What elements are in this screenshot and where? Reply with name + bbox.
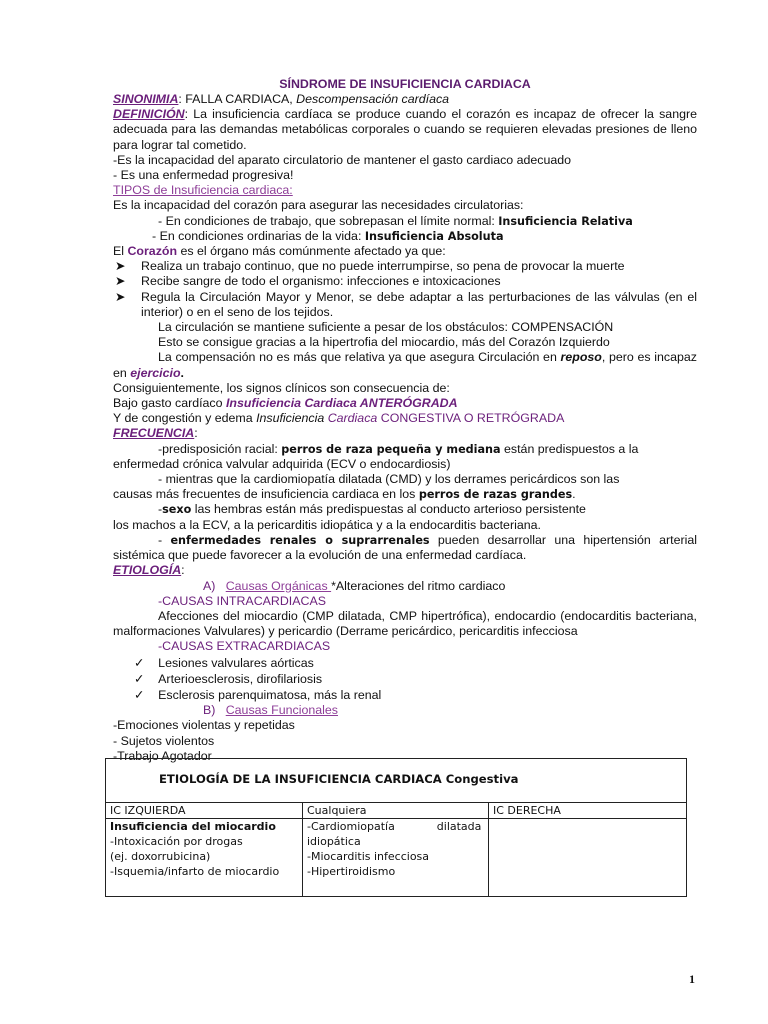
funcional-item: -Trabajo Agotador	[113, 748, 212, 763]
arrow-bullet-icon: ➤	[115, 259, 126, 274]
sinonimia-label: SINONIMIA	[113, 92, 179, 106]
frecuencia-2: - mientras que la cardiomiopatía dilatada (CMD) y los derrames pericárdicos son las	[158, 472, 620, 487]
check-item: ✓ Lesiones valvulares aórticas	[134, 654, 314, 670]
table-header-ic-izquierda: IC IZQUIERDA	[110, 804, 186, 817]
frecuencia-4: - enfermedades renales o suprarrenales pueden desarrollar una hipertensión arterial sistémica que puede favorecer a la evolución de una enfermedad cardíaca.	[113, 532, 697, 563]
table-cell-ic-izquierda: Insuficiencia del miocardio -Intoxicación por drogas (ej. doxorrubicina) -Isquemia/infarto de miocardio	[110, 820, 280, 878]
extracardiacas-heading: -CAUSAS EXTRACARDIACAS	[158, 639, 331, 654]
intracardiacas-heading: -CAUSAS INTRACARDIACAS	[158, 593, 326, 608]
table-header-ic-derecha: IC DERECHA	[493, 804, 561, 817]
corazon-line: El Corazón es el órgano más comúnmente afectado ya que:	[113, 244, 446, 259]
intracardiacas-text: Afecciones del miocardio (CMP dilatada, CMP hipertrófica), endocardio (endocarditis bacteriana, malformaciones Valvulares) y pericardio (Derrame pericárdico, pericarditis infecciosa	[113, 608, 697, 639]
table-divider	[302, 802, 303, 897]
page-number: 1	[689, 972, 695, 986]
table-header-cualquiera: Cualquiera	[307, 804, 367, 817]
table-title: ETIOLOGÍA DE LA INSUFICIENCIA CARDIACA Congestiva	[159, 772, 519, 786]
progresiva-line: - Es una enfermedad progresiva!	[113, 168, 294, 183]
etiologia-label: ETIOLOGÍA	[113, 563, 182, 578]
definicion-paragraph: DEFINICIÓN: La insuficiencia cardíaca se produce cuando el corazón es incapaz de ofrecer la sangre adecuada para las demandas metabólicas corporales o cuando se requieren elevadas presiones de lleno para lograr tal cometido.	[113, 107, 697, 152]
sinonimia-line: SINONIMIA: FALLA CARDIACA, Descompensación cardíaca	[113, 92, 450, 106]
bullet-item: ➤ Recibe sangre de todo el organismo: infecciones e intoxicaciones	[115, 274, 501, 289]
checkmark-icon: ✓	[134, 686, 145, 702]
tipo-absoluta: - En condiciones ordinarias de la vida: Insuficiencia Absoluta	[152, 228, 504, 243]
checkmark-icon: ✓	[134, 654, 145, 670]
tipo-relativa: - En condiciones de trabajo, que sobrepasan el límite normal: Insuficiencia Relativa	[158, 213, 633, 228]
page-title: SÍNDROME DE INSUFICIENCIA CARDIACA	[279, 77, 531, 91]
bullet-item: ➤ Realiza un trabajo continuo, que no puede interrumpirse, so pena de provocar la muerte	[115, 259, 625, 274]
compensacion-1: La circulación se mantiene suficiente a pesar de los obstáculos: COMPENSACIÓN	[158, 320, 614, 335]
consiguiente-line: Consiguientemente, los signos clínicos son consecuencia de:	[113, 380, 450, 395]
table-divider	[105, 802, 687, 803]
tipos-intro: Es la incapacidad del corazón para asegurar las necesidades circulatorias:	[113, 198, 524, 213]
funcional-item: - Sujetos violentos	[113, 733, 215, 748]
causas-organicas-line: A) Causas Orgánicas *Alteraciones del ritmo cardiaco	[203, 578, 506, 593]
document-body: SÍNDROME DE INSUFICIENCIA CARDIACA SINONIMIA: FALLA CARDIACA, Descompensación cardíaca DEFINICIÓN: La insuficiencia cardíaca se produce cuando el corazón es incapaz de ofrecer la sangre adecuada para las demandas metabólicas corporales o cuando se requieren elevadas presiones de lleno para lograr tal cometido. -Es la incapacidad del aparato circulatorio de mantener el gasto cardiaco adecuado - Es una enfermedad progresiva! TIPOS de Insuficiencia cardiaca: Es la incapacidad del corazón para asegurar las necesidades circulatorias: - En condiciones de trabajo, que sobrepasan el límite normal: Insuficiencia Relativa - En condiciones ordinarias de la vida: Insuficiencia Absoluta El Corazón es el órgano más comúnmente afectado ya que: ➤ Realiza un trabajo continuo, que no puede interrumpirse, so pena de provocar la muerte ➤ Recibe sangre de todo el organismo: infecciones e intoxicaciones ➤ Regula la Circulación Mayor y Menor, se debe adaptar a las perturbaciones de las válvulas (en el interior) o en el seno de los tejidos. La circulación se mantiene suficiente a pesar de los obstáculos: COMPENSACIÓN Esto se consigue gracias a la hipertrofia del miocardio, más del Corazón Izquierdo La compensación no es más que relativa ya que asegura Circulación en reposo, pero es incapaz en ejercicio. Consiguientemente, los signos clínicos son consecuencia de: Bajo gasto cardíaco Insuficiencia Cardiaca ANTERÓGRADA Y de congestión y edema Insuficiencia Cardiaca CONGESTIVA O RETRÓGRADA FRECUENCIA: -predisposición racial: perros de raza pequeña y mediana están predispuestos a la enfermedad crónica valvular adquirida (ECV o endocardiosis) - mientras que la cardiomiopatía dilatada (CMD) y los derrames pericárdicos son las causas más frecuentes de insuficiencia cardiaca en los perros de razas grandes. -sexo las hembras están más predispuestas al conducto arterioso persistente los machos a la ECV, a la pericarditis idiopática y a la endocarditis bacteriana. - enfermedades renales o suprarrenales pueden desarrollar una hipertensión arterial sistémica que puede favorecer a la evolución de una enfermedad cardíaca. ETIOLOGÍA: A) Causas Orgánicas *Alteraciones del ritmo cardiaco -CAUSAS INTRACARDIACAS Afecciones del miocardio (CMP dilatada, CMP hipertrófica), endocardio (endocarditis bacteriana, malformaciones Valvulares) y pericardio (Derrame pericárdico, pericarditis infecciosa -CAUSAS EXTRACARDIACAS ✓ Lesiones valvulares aórticas ✓ Arterioesclerosis, dirofilariosis ✓ Esclerosis parenquimatosa, más la renal B) Causas Funcionales -Emociones violentas y repetidas - Sujetos violentos -Trabajo Agotador	[113, 77, 697, 763]
causas-funcionales-line: B) Causas Funcionales	[203, 703, 338, 718]
check-item: ✓ Esclerosis parenquimatosa, más la renal	[134, 686, 382, 702]
frecuencia-2b: causas más frecuentes de insuficiencia cardiaca en los perros de razas grandes.	[113, 487, 576, 502]
bajo-gasto-line: Bajo gasto cardíaco Insuficiencia Cardiaca ANTERÓGRADA	[113, 396, 458, 411]
frecuencia-3b: los machos a la ECV, a la pericarditis idiopática y a la endocarditis bacteriana.	[113, 517, 541, 532]
tipos-link[interactable]: TIPOS de Insuficiencia cardiaca:	[113, 183, 293, 198]
arrow-bullet-icon: ➤	[115, 274, 126, 289]
definicion-label: DEFINICIÓN	[113, 107, 185, 122]
checkmark-icon: ✓	[134, 670, 145, 686]
compensacion-2: Esto se consigue gracias a la hipertrofia del miocardio, más del Corazón Izquierdo	[158, 335, 610, 350]
frecuencia-3: -sexo las hembras están más predispuestas al conducto arterioso persistente	[158, 502, 586, 517]
table-divider	[488, 802, 489, 897]
frecuencia-1: -predisposición racial: perros de raza pequeña y mediana están predispuestos a la	[158, 441, 639, 456]
gasto-line: -Es la incapacidad del aparato circulatorio de mantener el gasto cardiaco adecuado	[113, 152, 572, 167]
congestion-line: Y de congestión y edema Insuficiencia Cardiaca CONGESTIVA O RETRÓGRADA	[113, 411, 565, 426]
check-item: ✓ Arterioesclerosis, dirofilariosis	[134, 670, 323, 686]
compensacion-3: La compensación no es más que relativa ya que asegura Circulación en reposo, pero es incapaz en ejercicio.	[113, 350, 697, 380]
table-cell-cualquiera: -Cardiomiopatía dilatada idiopática -Miocarditis infecciosa -Hipertiroidismo	[307, 820, 482, 878]
arrow-bullet-icon: ➤	[115, 289, 126, 304]
funcional-item: -Emociones violentas y repetidas	[113, 718, 295, 733]
causas-funcionales-link[interactable]: Causas Funcionales	[225, 703, 338, 718]
frecuencia-1b: enfermedad crónica valvular adquirida (ECV o endocardiosis)	[113, 456, 451, 471]
bullet-item: ➤ Regula la Circulación Mayor y Menor, se debe adaptar a las perturbaciones de las válvulas (en el interior) o en el seno de los tejidos.	[115, 289, 697, 319]
frecuencia-label: FRECUENCIA	[113, 426, 195, 441]
causas-organicas-link[interactable]: Causas Orgánicas	[225, 578, 332, 593]
